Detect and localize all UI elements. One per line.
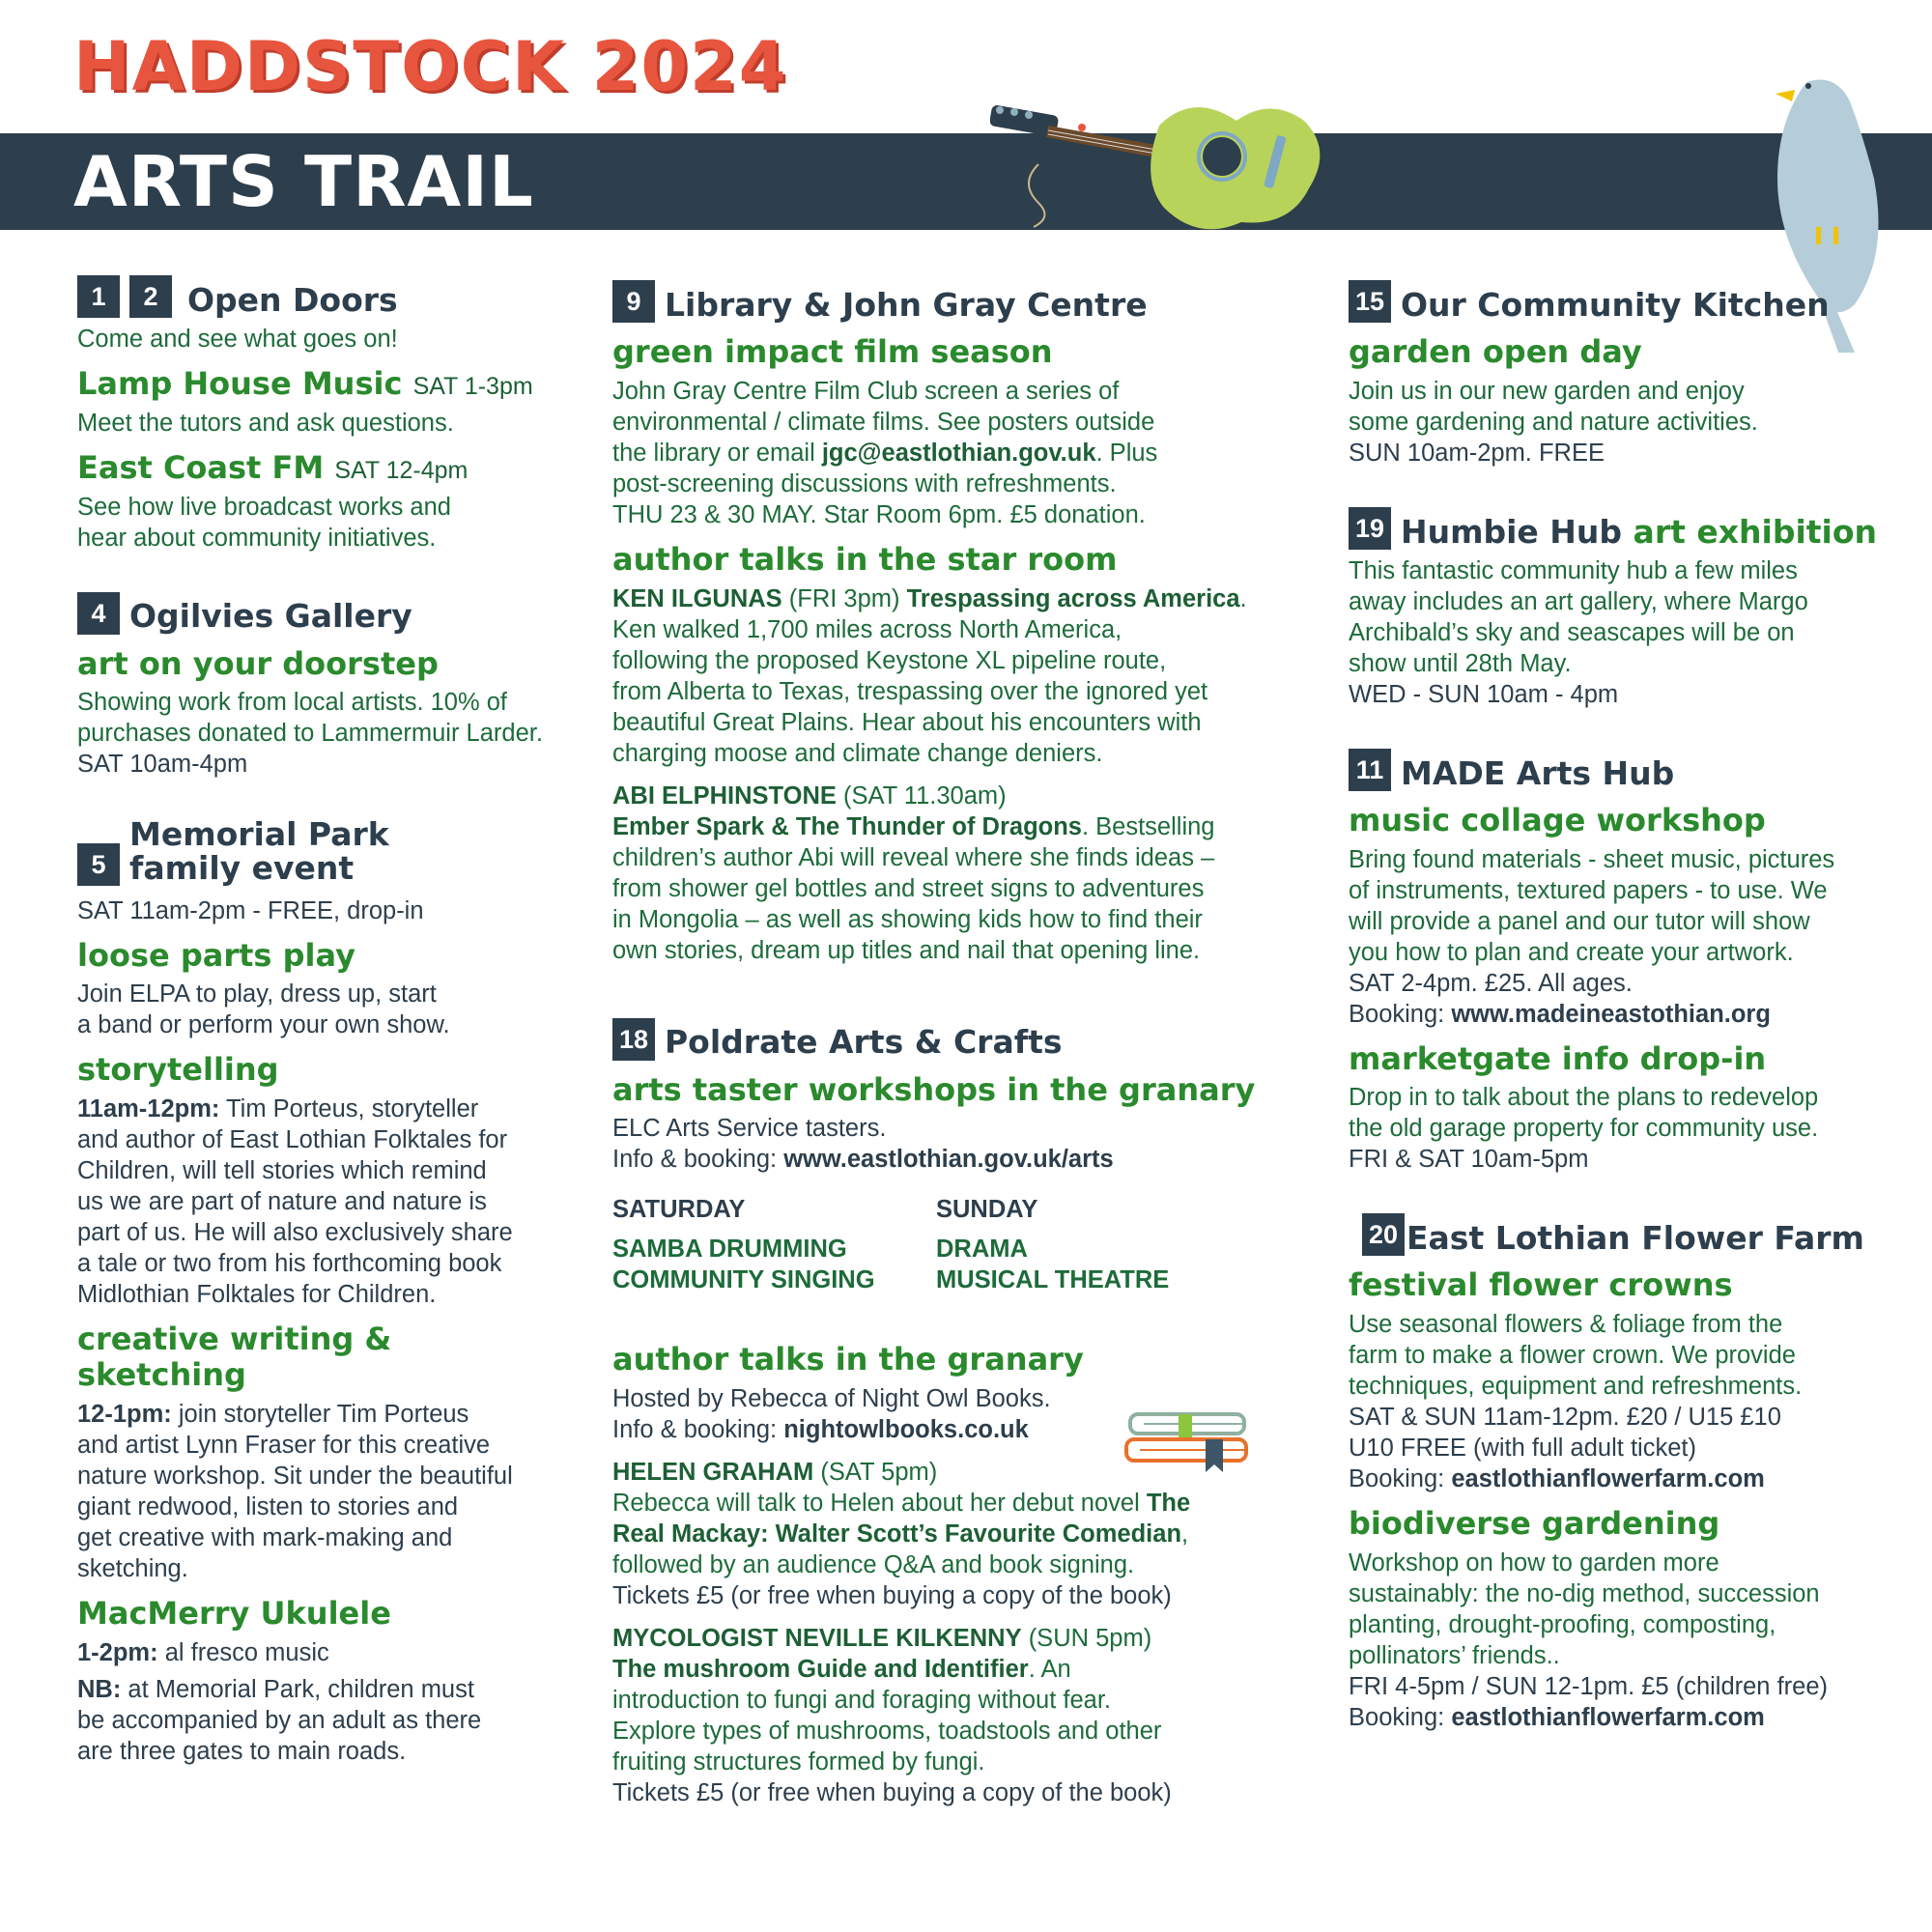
band-title: ARTS TRAIL bbox=[73, 141, 534, 222]
venue-name: Memorial Park family event bbox=[129, 815, 389, 888]
event-name: East Coast FM bbox=[77, 448, 325, 486]
workshop-schedule bbox=[612, 1196, 1279, 1295]
workshop-item: SAMBA DRUMMING bbox=[612, 1236, 847, 1264]
venue-number: 11 bbox=[1349, 749, 1391, 791]
event-title: garden open day bbox=[1349, 333, 1642, 370]
event-desc: Bring found materials - sheet music, pictures of instruments, textured papers - to use. We will provide a panel and our tutor will show you how to plan and create your artwork. SAT 2-4pm. £25. All ages. Booking: www.madeineastothian.org bbox=[1349, 845, 1835, 1028]
venue-name: Ogilvies Gallery bbox=[129, 597, 412, 636]
event-title: storytelling bbox=[77, 1051, 279, 1089]
event-desc: Meet the tutors and ask questions. bbox=[77, 409, 454, 437]
sunday-column bbox=[936, 1196, 1260, 1295]
saturday-column bbox=[612, 1196, 936, 1295]
event-desc: John Gray Centre Film Club screen a series of environmental / climate films. See posters outside the library or email jgc@eastlothian.gov.uk. Plus post-screening discussions with refreshments. THU 23 & 30 MAY. Star Room 6pm. £5 donation. bbox=[612, 377, 1158, 528]
event-title: arts taster workshops in the granary bbox=[612, 1070, 1256, 1108]
venue-number: 20 bbox=[1362, 1213, 1405, 1256]
event-title bbox=[77, 366, 570, 402]
event-time: SAT 11am-2pm - FREE, drop-in bbox=[77, 896, 424, 924]
workshop-item: MUSICAL THEATRE bbox=[936, 1266, 1170, 1294]
event-title: music collage workshop bbox=[1349, 801, 1766, 838]
event-desc: Workshop on how to garden more sustainably: the no-dig method, succession planting, drought-proofing, composting, pollinators’ friends.. FRI 4-5pm / SUN 12-1pm. £5 (children free) Booking: eastlothianflowerfarm.com bbox=[1349, 1548, 1829, 1731]
event-desc: Join us in our new garden and enjoy some gardening and nature activities. SUN 10am-2pm. FREE bbox=[1349, 377, 1758, 467]
venue-name: Our Community Kitchen bbox=[1401, 285, 1830, 324]
event-title: festival flower crowns bbox=[1349, 1266, 1733, 1304]
venue-memorial-park bbox=[77, 815, 570, 888]
venue-ogilvies bbox=[77, 592, 570, 635]
event-desc: MYCOLOGIST NEVILLE KILKENNY (SUN 5pm) The mushroom Guide and Identifier. An introduction to fungi and foraging without fear. Explore types of mushrooms, toadstools and other fruiting structures formed by fungi. Tickets £5 (or free when buying a copy of the book) bbox=[612, 1625, 1172, 1807]
event-time: SAT 12-4pm bbox=[334, 456, 469, 484]
intro-text: Come and see what goes on! bbox=[77, 326, 398, 353]
venue-number: 1 bbox=[77, 275, 120, 318]
venue-poldrate bbox=[612, 1018, 1279, 1061]
venue-number: 4 bbox=[77, 592, 120, 635]
column-2 bbox=[612, 280, 1279, 1814]
venue-humbie-hub bbox=[1349, 507, 1889, 550]
event-desc: 11am-12pm: Tim Porteus, storyteller and author of East Lothian Folktales for Children, will tell stories which remind us we are part of nature and nature is part of us. He will also exclusively share a tale or two from his forthcoming book Midlothian Folktales for Children. bbox=[77, 1095, 513, 1309]
top-area bbox=[0, 0, 1932, 133]
event-title: loose parts play bbox=[77, 936, 355, 974]
workshop-item: DRAMA bbox=[936, 1236, 1028, 1264]
event-title: MacMerry Ukulele bbox=[77, 1594, 391, 1632]
event-title: marketgate info drop-in bbox=[1349, 1039, 1767, 1077]
venue-name: Open Doors bbox=[187, 280, 398, 319]
column-3 bbox=[1349, 280, 1889, 1739]
venue-number: 18 bbox=[612, 1018, 655, 1061]
event-desc: Drop in to talk about the plans to redevelop the old garage property for community use. FRI & SAT 10am-5pm bbox=[1349, 1084, 1819, 1174]
guitar-icon bbox=[990, 97, 1338, 232]
venue-name: Library & John Gray Centre bbox=[665, 285, 1148, 324]
event-desc: This fantastic community hub a few miles away includes an art gallery, where Margo Archibald’s sky and seascapes will be on show until 28th May. WED - SUN 10am - 4pm bbox=[1349, 556, 1808, 708]
event-time: SAT 1-3pm bbox=[412, 373, 533, 400]
event-desc: 1-2pm: al fresco music bbox=[77, 1638, 329, 1666]
venue-number: 15 bbox=[1349, 280, 1391, 323]
event-title: creative writing & sketching bbox=[77, 1321, 392, 1394]
venue-number: 19 bbox=[1349, 507, 1391, 550]
event-title: author talks in the star room bbox=[612, 540, 1118, 578]
event-title: green impact film season bbox=[612, 333, 1053, 370]
event-name: Lamp House Music bbox=[77, 365, 403, 402]
event-desc: Use seasonal flowers & foliage from the farm to make a flower crown. We provide techniques, equipment and refreshments. SAT & SUN 11am-12pm. £20 / U15 £10 U10 FREE (with full adult ticket) Booking: eastlothianflowerfarm.com bbox=[1349, 1311, 1803, 1493]
event-desc: HELEN GRAHAM (SAT 5pm) Rebecca will talk to Helen about her debut novel The Real Mackay: Walter Scott’s Favourite Comedian, followed by an audience Q&A and book signing. Tickets £5 (or free when buying a copy of the book) bbox=[612, 1459, 1191, 1610]
event-desc: ELC Arts Service tasters. Info & booking: www.eastlothian.gov.uk/arts bbox=[612, 1115, 1114, 1174]
event-title: author talks in the granary bbox=[612, 1341, 1084, 1378]
festival-title: HADDSTOCK 2024 bbox=[73, 27, 788, 106]
event-desc: Showing work from local artists. 10% of purchases donated to Lammermuir Larder. SAT 10am-4pm bbox=[77, 689, 543, 779]
note: NB: at Memorial Park, children must be accompanied by an adult as there are three gates to main roads. bbox=[77, 1675, 482, 1765]
day-heading: SATURDAY bbox=[612, 1196, 746, 1224]
event-desc: Join ELPA to play, dress up, start a band or perform your own show. bbox=[77, 980, 450, 1039]
venue-number: 5 bbox=[77, 843, 120, 886]
event-desc: ABI ELPHINSTONE (SAT 11.30am) Ember Spark & The Thunder of Dragons. Bestselling children’s author Abi will reveal where she finds ideas – from shower gel bottles and street signs to adventures in Mongolia – as well as showing kids how to find their own stories, dream up titles and nail that opening line. bbox=[612, 781, 1215, 964]
workshop-item: COMMUNITY SINGING bbox=[612, 1266, 875, 1294]
venue-number: 9 bbox=[612, 280, 655, 323]
event-desc: 12-1pm: join storyteller Tim Porteus and artist Lynn Fraser for this creative nature workshop. Sit under the beautiful giant redwood, listen to stories and get creative with mark-making and sketching. bbox=[77, 1400, 513, 1582]
venue-name: MADE Arts Hub bbox=[1401, 753, 1675, 792]
venue-made-arts-hub bbox=[1349, 749, 1889, 791]
day-heading: SUNDAY bbox=[936, 1196, 1038, 1224]
event-title: biodiverse gardening bbox=[1349, 1505, 1720, 1543]
event-desc: KEN ILGUNAS (FRI 3pm) Trespassing across America. Ken walked 1,700 miles across North America, following the proposed Keystone XL pipeline route, from Alberta to Texas, trespassing over the ignored yet beautiful Great Plains. Hear about his encounters with charging moose and climate change deniers. bbox=[612, 584, 1247, 767]
venue-community-kitchen bbox=[1349, 280, 1889, 323]
event-desc: See how live broadcast works and hear about community initiatives. bbox=[77, 493, 451, 552]
venue-library bbox=[612, 280, 1279, 323]
venue-name: Humbie Hub art exhibition bbox=[1401, 512, 1878, 551]
column-1 bbox=[77, 275, 570, 1773]
venue-open-doors bbox=[77, 275, 570, 318]
venue-flower-farm bbox=[1362, 1213, 1889, 1256]
event-title bbox=[77, 450, 570, 486]
event-desc: Hosted by Rebecca of Night Owl Books. Info & booking: nightowlbooks.co.uk bbox=[612, 1385, 1051, 1444]
title-band bbox=[0, 133, 1932, 230]
venue-number: 2 bbox=[129, 275, 172, 318]
books-icon bbox=[1124, 1410, 1250, 1488]
venue-name: Poldrate Arts & Crafts bbox=[665, 1023, 1063, 1062]
event-title: art on your doorstep bbox=[77, 644, 439, 682]
venue-name: East Lothian Flower Farm bbox=[1406, 1219, 1864, 1258]
